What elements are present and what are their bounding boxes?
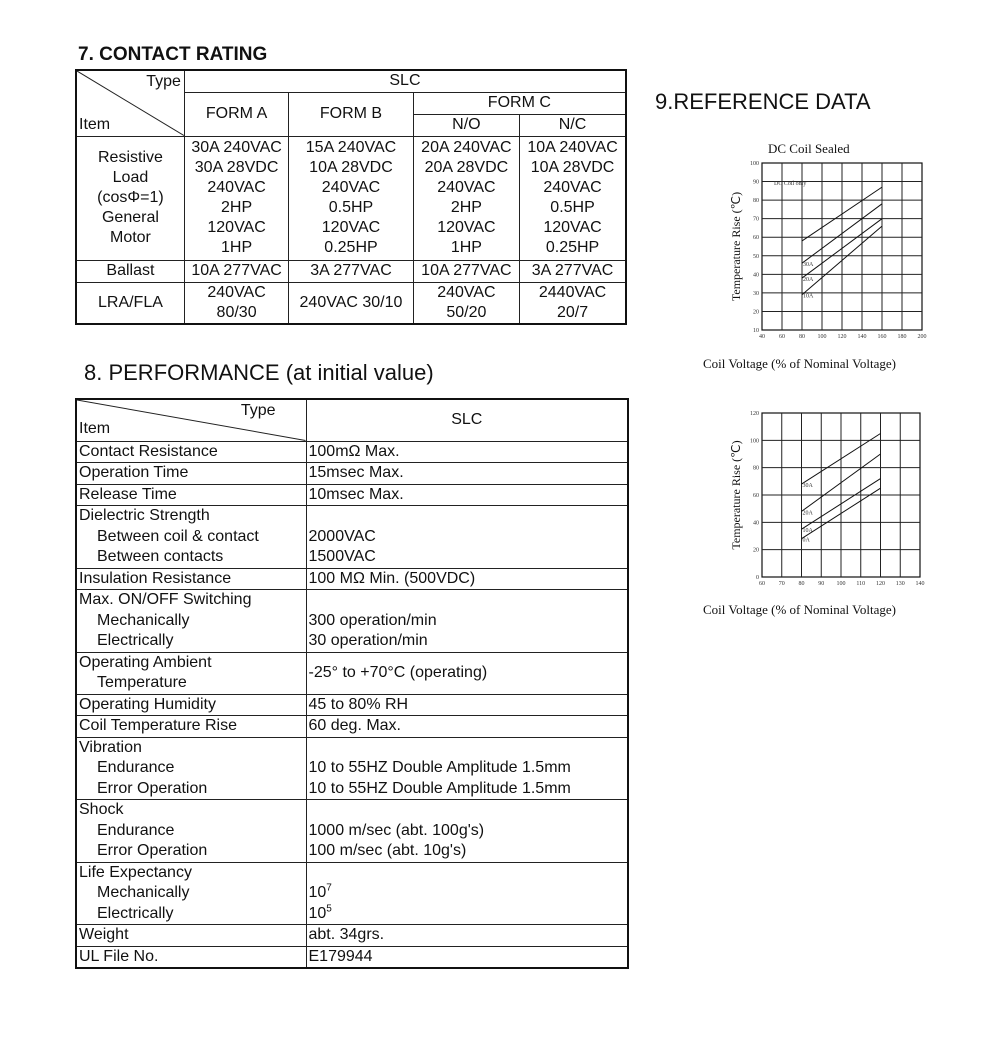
chart-2-y-tick: 0: [756, 575, 759, 581]
resistive-form-a: 30A 240VAC 30A 28VDC 240VAC 2HP 120VAC 1HP: [184, 136, 288, 260]
lra-form-c-no: 240VAC 50/20: [413, 282, 519, 324]
chart-2-y-tick: 100: [750, 438, 759, 445]
chart-1-x-tick: 80: [799, 334, 805, 340]
form-a-header: FORM A: [184, 92, 288, 136]
row-value: 100 MΩ Min. (500VDC): [306, 568, 628, 590]
chart-1-y-tick: 50: [753, 253, 759, 260]
chart-1-series-label-2: 20A: [803, 277, 814, 284]
chart-2-series-label-2: 10A: [802, 528, 813, 535]
row-label: Life Expectancy Mechanically Electrically: [76, 862, 306, 925]
chart-1-y-tick: 80: [753, 198, 759, 205]
chart-2-x-tick: 60: [759, 581, 765, 587]
chart-1-y-tick: 40: [753, 272, 759, 279]
chart-1-series-label-1: 30A: [803, 262, 814, 269]
contact-rating-table: [75, 69, 627, 325]
chart-2-y-tick: 80: [753, 465, 759, 472]
chart-1-x-tick: 60: [779, 334, 785, 340]
slc-header: SLC: [184, 70, 626, 92]
chart-1-xlabel: Coil Voltage (% of Nominal Voltage): [703, 356, 896, 371]
row-label: Weight: [76, 925, 306, 947]
form-c-no-header: N/O: [413, 114, 519, 136]
row-label: Coil Temperature Rise: [76, 716, 306, 738]
resistive-form-c-nc: 10A 240VAC 10A 28VDC 240VAC 0.5HP 120VAC 0.25HP: [520, 136, 626, 260]
row-label: UL File No.: [76, 946, 306, 968]
form-c-header: FORM C: [413, 92, 626, 114]
chart-1-x-tick: 180: [897, 334, 907, 340]
resistive-form-c-no: 20A 240VAC 20A 28VDC 240VAC 2HP 120VAC 1HP: [413, 136, 519, 260]
form-c-nc-header: N/C: [520, 114, 626, 136]
slc-header: SLC: [306, 399, 628, 441]
lra-label: LRA/FLA: [76, 282, 184, 324]
chart-1-y-tick: 60: [753, 235, 759, 242]
row-label: Vibration Endurance Error Operation: [76, 737, 306, 800]
chart-2-x-tick: 90: [818, 581, 825, 587]
lra-form-a: 240VAC 80/30: [184, 282, 288, 324]
row-label: Operating Humidity: [76, 694, 306, 716]
row-value: 60 deg. Max.: [306, 716, 628, 738]
row-label: Operation Time: [76, 463, 306, 485]
ballast-label: Ballast: [76, 260, 184, 282]
chart-2-x-tick: 140: [915, 581, 925, 587]
row-value: 45 to 80% RH: [306, 694, 628, 716]
type-label: Type: [146, 73, 181, 90]
ballast-form-a: 10A 277VAC: [184, 260, 288, 282]
chart-2-series-label-3: 0A: [802, 537, 810, 544]
form-b-header: FORM B: [289, 92, 413, 136]
performance-table: [75, 398, 629, 969]
chart-1-x-tick: 120: [837, 334, 847, 340]
chart-2-x-tick: 100: [836, 581, 846, 587]
row-value: -25° to +70°C (operating): [306, 652, 628, 694]
chart-1-inner-title: DC Coil only: [774, 181, 807, 187]
row-value: 2000VAC 1500VAC: [306, 506, 628, 569]
resistive-label: Resistive Load (cosΦ=1) General Motor: [76, 136, 184, 260]
row-label: Release Time: [76, 484, 306, 506]
chart-1-ylabel: Temperature Rise (℃): [729, 191, 743, 302]
ballast-form-c-nc: 3A 277VAC: [520, 260, 626, 282]
chart-1-y-tick: 20: [753, 309, 759, 316]
chart-2-y-tick: 120: [750, 411, 759, 417]
chart-1-series-label-3: 10A: [803, 293, 814, 300]
chart-2-xlabel: Coil Voltage (% of Nominal Voltage): [703, 602, 896, 617]
section-8-heading: 8. PERFORMANCE (at initial value): [84, 360, 434, 385]
type-item-header: [76, 70, 184, 136]
chart-2-y-tick: 40: [753, 520, 759, 527]
chart-2-x-tick: 70: [778, 581, 785, 587]
chart-1-x-tick: 40: [759, 334, 765, 340]
row-value: 300 operation/min 30 operation/min: [306, 590, 628, 653]
chart-2-series-label-1: 20A: [802, 510, 813, 517]
chart-1-y-tick: 90: [753, 179, 759, 186]
item-label: Item: [79, 115, 111, 133]
row-label: Dielectric Strength Between coil & contact Between contacts: [76, 506, 306, 569]
type-label: Type: [240, 402, 276, 419]
row-value: abt. 34grs.: [306, 925, 628, 947]
item-label: Item: [79, 420, 111, 437]
section-7-heading: 7. CONTACT RATING: [78, 44, 268, 65]
row-value: E179944: [306, 946, 628, 968]
chart-1-y-tick: 100: [750, 161, 759, 167]
row-label: Max. ON/OFF Switching Mechanically Electrically: [76, 590, 306, 653]
row-label: Contact Resistance: [76, 441, 306, 463]
row-value: 10msec Max.: [306, 484, 628, 506]
resistive-form-b: 15A 240VAC 10A 28VDC 240VAC 0.5HP 120VAC 0.25HP: [289, 136, 413, 260]
chart-2-x-tick: 130: [895, 581, 905, 587]
chart-2-y-tick: 60: [753, 493, 759, 499]
chart-1-y-tick: 70: [753, 216, 759, 223]
chart-1-y-tick: 30: [753, 290, 759, 297]
chart-1: [700, 158, 940, 348]
chart-1-x-tick: 140: [857, 334, 867, 340]
lra-form-b: 240VAC 30/10: [289, 282, 413, 324]
row-value: 10 to 55HZ Double Amplitude 1.5mm 10 to 55HZ Double Amplitude 1.5mm: [306, 737, 628, 800]
chart-1-x-tick: 160: [877, 334, 887, 340]
row-label: Operating Ambient Temperature: [76, 652, 306, 694]
row-value: 100mΩ Max.: [306, 441, 628, 463]
row-value: 15msec Max.: [306, 463, 628, 485]
row-value: 1000 m/sec (abt. 100g's) 100 m/sec (abt. 10g's): [306, 800, 628, 863]
row-label: Insulation Resistance: [76, 568, 306, 590]
chart-2-x-tick: 120: [876, 581, 885, 587]
chart-1-title: DC Coil Sealed: [768, 141, 850, 156]
chart-2: [700, 405, 940, 595]
type-item-header: [76, 399, 306, 441]
chart-2-series-label-0: 30A: [802, 483, 813, 490]
chart-2-x-tick: 110: [856, 581, 866, 587]
chart-2-y-tick: 20: [753, 547, 759, 554]
chart-2-x-tick: 80: [798, 581, 805, 587]
chart-1-x-tick: 100: [817, 334, 827, 340]
ballast-form-b: 3A 277VAC: [289, 260, 413, 282]
ballast-form-c-no: 10A 277VAC: [413, 260, 519, 282]
chart-1-x-tick: 200: [917, 334, 927, 340]
section-9-heading: 9.REFERENCE DATA: [655, 89, 871, 114]
chart-2-ylabel: Temperature Rise (℃): [729, 440, 743, 550]
row-label: Shock Endurance Error Operation: [76, 800, 306, 863]
row-value: $10^7$ $10^5$: [306, 862, 628, 925]
chart-1-y-tick: 10: [753, 328, 759, 334]
lra-form-c-nc: 2440VAC 20/7: [520, 282, 626, 324]
